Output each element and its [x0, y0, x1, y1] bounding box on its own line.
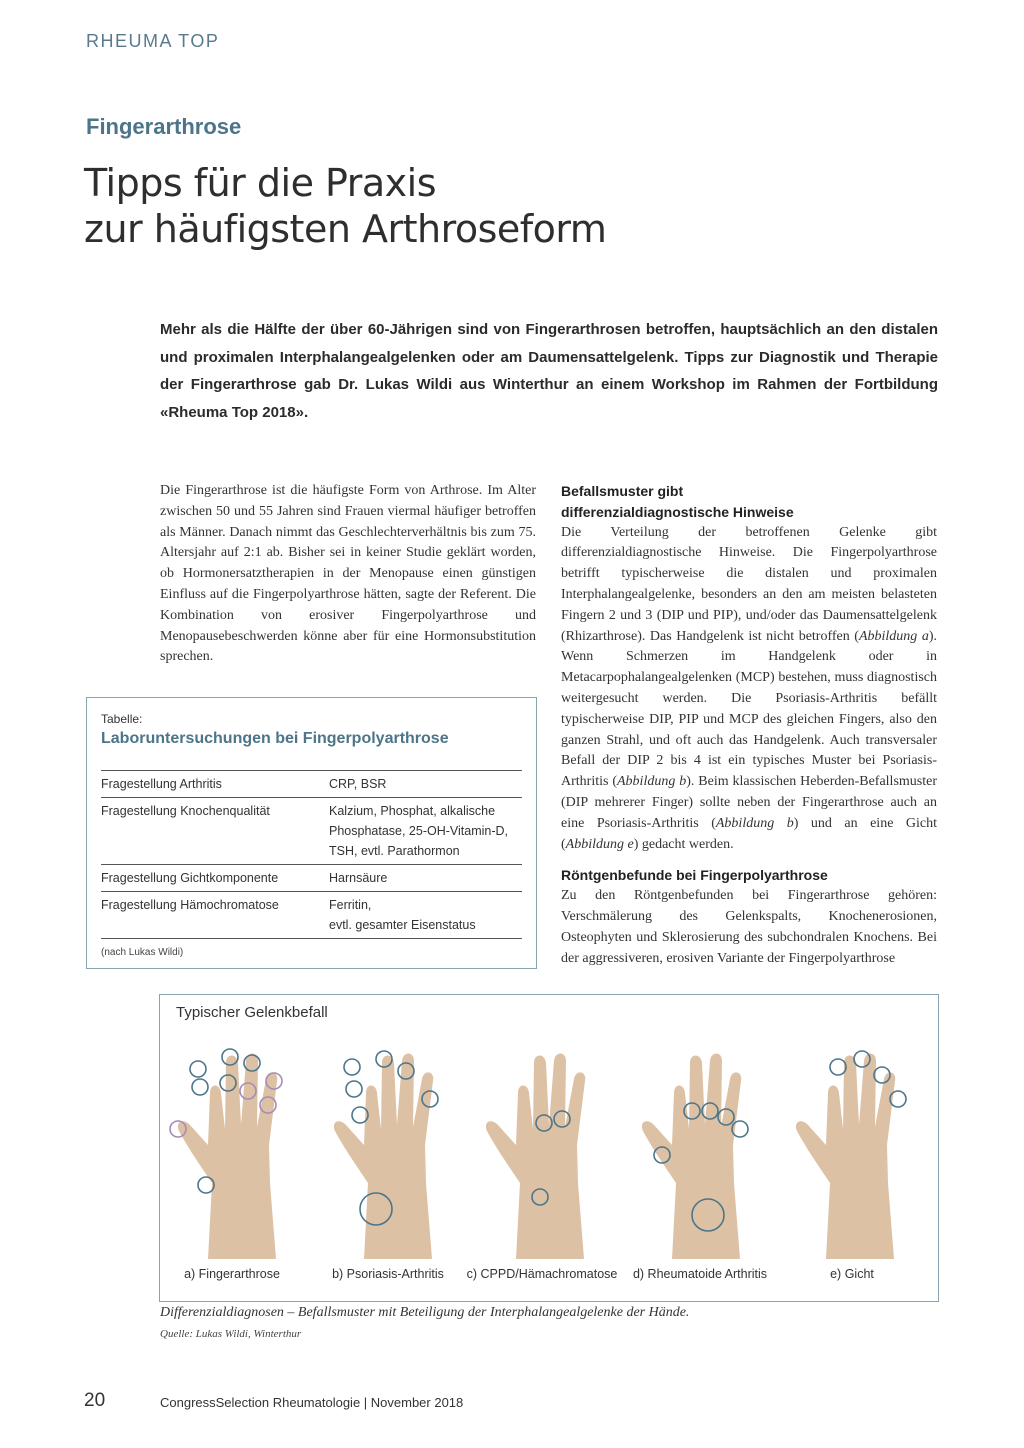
- table-cell-answer: [329, 892, 522, 939]
- hand-illustration-icon: [786, 1033, 936, 1259]
- hand-label-c: c) CPPD/Hämachromatose: [466, 1267, 618, 1281]
- article-kicker: Fingerarthrose: [86, 114, 242, 139]
- table-source: (nach Lukas Wildi): [101, 947, 184, 958]
- answer-line: evtl. gesamter Eisenstatus: [329, 918, 476, 932]
- figure-reference: Abbildung e: [565, 836, 634, 852]
- joint-marker: [190, 1061, 206, 1077]
- table-cell-question: Fragestellung Arthritis: [101, 777, 222, 791]
- figure-caption: Differenzialdiagnosen – Befallsmuster mit Beteiligung der Interphalangealgelenke der Hände.: [160, 1305, 690, 1320]
- section-paragraph-befallsmuster: [561, 523, 937, 856]
- hand-illustration-icon: [324, 1033, 474, 1259]
- article-headline: [84, 160, 904, 252]
- hand-image-e: [786, 1033, 936, 1259]
- body-column-left: [160, 481, 536, 668]
- hand-image-b: [324, 1033, 474, 1259]
- answer-line: Kalzium, Phosphat, alkalische: [329, 804, 496, 818]
- table-cell-question: Fragestellung Knochenqualität: [101, 804, 270, 818]
- figure-title: Typischer Gelenkbefall: [176, 1004, 328, 1021]
- text-run: ) und an eine Gicht (: [561, 815, 938, 852]
- text-run: Die Verteilung der betroffenen Gelenke gibt differenzialdiagnostische Hinweise. Die Fingerpolyarthrose betrifft typischerweise die distalen und proximalen Interphalangealgelenke, besonders an den am meisten belasteten Fingern 2 und 3 (DIP und PIP), und/oder das Daumensattelgelenk (Rhizarthrose). Das Handgelenk ist nicht betroffen (: [561, 524, 937, 644]
- hand-shape: [334, 1054, 433, 1260]
- answer-line: Ferritin,: [329, 898, 372, 912]
- text-run: ). Beim klassischen Heberden-Befallsmuster (DIP mehrerer Finger) sollte neben der Fingerarthrose auch an eine Psoriasis-Arthritis (: [561, 774, 937, 831]
- table-cell-answer: CRP, BSR: [329, 777, 387, 791]
- figure-reference: Abbildung b: [617, 774, 687, 790]
- joint-marker: [346, 1081, 362, 1097]
- text-run: ) gedacht werden.: [633, 836, 734, 852]
- lab-table: [101, 770, 522, 939]
- joint-marker: [198, 1177, 214, 1193]
- joint-pattern-figure: [159, 994, 939, 1302]
- hand-image-c: [476, 1033, 626, 1259]
- headline-line-2: zur häufigsten Arthroseform: [84, 207, 607, 251]
- figure-reference: Abbildung b: [715, 815, 794, 831]
- table-cell-question: Fragestellung Gichtkomponente: [101, 871, 279, 885]
- figure-reference: Abbildung a: [858, 628, 929, 644]
- hand-illustration-icon: [632, 1033, 782, 1259]
- brand-label: RHEUMA TOP: [86, 31, 220, 51]
- hand-shape: [642, 1054, 741, 1260]
- table-cell-answer: Harnsäure: [329, 871, 388, 885]
- hand-illustration-icon: [168, 1033, 318, 1259]
- section-heading-roentgen: Röntgenbefunde bei Fingerpolyarthrose: [561, 867, 828, 884]
- hand-label-b: b) Psoriasis-Arthritis: [332, 1267, 444, 1281]
- hand-shape: [486, 1054, 585, 1260]
- hand-label-a: a) Fingerarthrose: [184, 1267, 280, 1281]
- table-cell-answer: [329, 798, 522, 865]
- answer-line: TSH, evtl. Parathormon: [329, 844, 460, 858]
- joint-marker: [344, 1059, 360, 1075]
- section-paragraph-roentgen: Zu den Röntgenbefunden bei Fingerarthrose gehören: Verschmälerung des Gelenkspalts, Knochenerosionen, Osteophyten und Sklerosierung des subchondralen Knochens. Bei der aggressiveren, erosiven Variante der Fingerpolyarthrose: [561, 888, 937, 966]
- headline-line-1: Tipps für die Praxis: [84, 161, 437, 205]
- table-row: [101, 771, 522, 798]
- body-column-right: [561, 481, 937, 969]
- hand-image-a: [168, 1033, 318, 1259]
- answer-line: Phosphatase, 25-OH-Vitamin-D,: [329, 824, 509, 838]
- article-lead: Mehr als die Hälfte der über 60-Jährigen sind von Fingerarthrosen betroffen, hauptsächlich an den distalen und proximalen Interphalangealgelenken oder am Daumensattelgelenk. Tipps zur Diagnostik und Therapie der Fingerarthrose gab Dr. Lukas Wildi aus Winterthur an einem Workshop im Rahmen der Fortbildung «Rheuma Top 2018».: [160, 321, 938, 421]
- hand-image-d: [632, 1033, 782, 1259]
- text-run: ). Wenn Schmerzen im Handgelenk oder in Metacarpophalangealgelenken (MCP) bestehen, muss diagnostisch weitergesucht werden. Die Psoriasis-Arthritis befällt typischerweise DIP, PIP und MCP des gleichen Fingers, also den ganzen Strahl, und oft auch das Handgelenk. Auch transversaler Befall der DIP 2 bis 4 ist ein typisches Muster bei Psoriasis-Arthritis (: [561, 628, 937, 790]
- section-heading-line-2: differenzialdiagnostische Hinweise: [561, 503, 794, 520]
- table-cell-question: Fragestellung Hämochromatose: [101, 898, 279, 912]
- hand-shape: [796, 1054, 895, 1260]
- section-heading-befallsmuster: [561, 481, 937, 523]
- table-title: Laboruntersuchungen bei Fingerpolyarthrose: [101, 730, 449, 747]
- hand-label-e: e) Gicht: [830, 1267, 874, 1281]
- body-paragraph: Die Fingerarthrose ist die häufigste Form von Arthrose. Im Alter zwischen 50 und 55 Jahren sind Frauen viermal häufiger betroffen als Männer. Danach nimmt das Geschlechterverhältnis bis zum 75. Altersjahr auf 2:1 ab. Bisher sei in keiner Studie geklärt worden, ob Hormonersatztherapien in der Menopause einen günstigen Einfluss auf die Fingerpolyarthrose hätten, sagte der Referent. Die Kombination von erosiver Fingerpolyarthrose und Menopausebeschwerden könne aber für eine Hormonsubstitution sprechen.: [160, 483, 536, 665]
- hand-illustration-icon: [476, 1033, 626, 1259]
- table-label: Tabelle:: [101, 712, 143, 726]
- lab-table-box: [86, 697, 537, 969]
- section-heading-line-1: Befallsmuster gibt: [561, 483, 684, 499]
- page-number: 20: [84, 1390, 106, 1411]
- footer-publication: CongressSelection Rheumatologie | November 2018: [160, 1395, 464, 1410]
- figure-source: Quelle: Lukas Wildi, Winterthur: [160, 1328, 302, 1340]
- table-row: [101, 865, 522, 892]
- table-row: [101, 892, 522, 939]
- joint-marker: [830, 1059, 846, 1075]
- joint-marker: [192, 1079, 208, 1095]
- table-row: [101, 798, 522, 865]
- hand-label-d: d) Rheumatoide Arthritis: [632, 1267, 768, 1281]
